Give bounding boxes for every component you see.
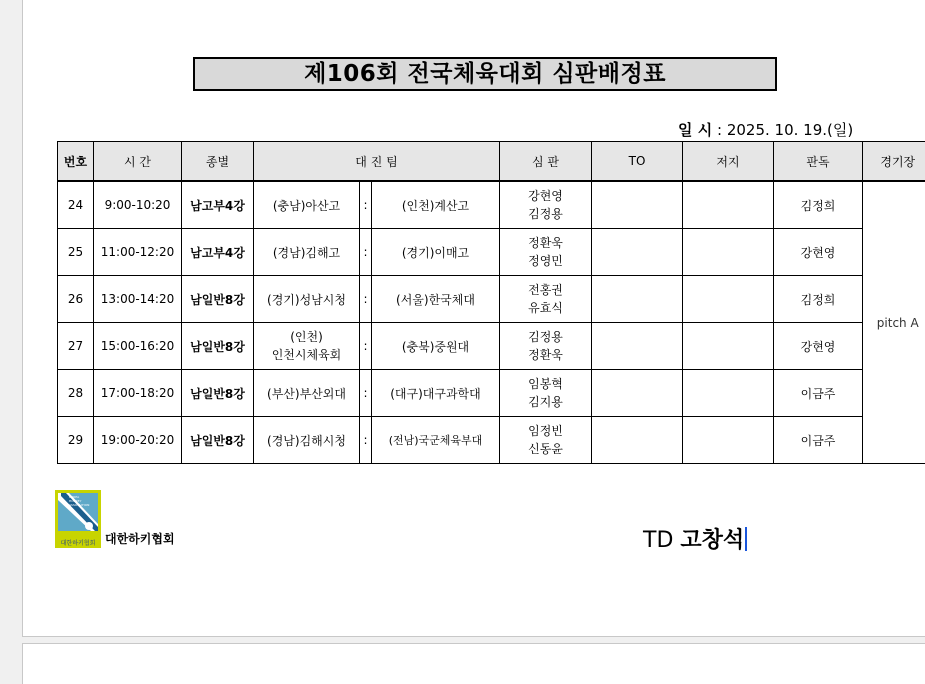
cell-to	[592, 276, 683, 323]
cell-referees	[500, 417, 592, 464]
date-label: 일 시	[678, 121, 712, 139]
cell-review: 이금주	[774, 370, 863, 417]
cell-judge	[683, 323, 774, 370]
cell-away-team: (서울)한국체대	[372, 276, 500, 323]
document-page	[22, 0, 925, 637]
text-cursor	[745, 527, 747, 551]
header-review: 판독	[774, 142, 863, 182]
cell-referees	[500, 323, 592, 370]
cell-away-team: (충북)중원대	[372, 323, 500, 370]
cell-review: 김정희	[774, 181, 863, 229]
cell-judge	[683, 370, 774, 417]
cell-colon: :	[360, 323, 372, 370]
header-category: 종별	[182, 142, 254, 182]
cell-time: 19:00-20:20	[94, 417, 182, 464]
referee-2: 신동윤	[500, 440, 591, 458]
hockey-association-logo	[55, 490, 101, 548]
document-title: 제106회 전국체육대회 심판배정표	[193, 57, 777, 91]
cell-category: 남일반8강	[182, 417, 254, 464]
cell-category: 남고부4강	[182, 181, 254, 229]
cell-to	[592, 181, 683, 229]
schedule-table	[57, 141, 925, 464]
table-row	[58, 276, 925, 323]
cell-home-team	[254, 323, 360, 370]
cell-number: 28	[58, 370, 94, 417]
home-team-line-2: 인천시체육회	[254, 346, 359, 364]
cell-to	[592, 323, 683, 370]
cell-time: 13:00-14:20	[94, 276, 182, 323]
cell-time: 15:00-16:20	[94, 323, 182, 370]
header-judge: 저지	[683, 142, 774, 182]
cell-number: 24	[58, 181, 94, 229]
cell-home-team: (경기)성남시청	[254, 276, 360, 323]
table-row	[58, 181, 925, 229]
cell-referees	[500, 229, 592, 276]
cell-category: 남고부4강	[182, 229, 254, 276]
logo-caption: 대한하키협회	[61, 539, 96, 547]
table-row	[58, 323, 925, 370]
referee-1: 정환욱	[500, 234, 591, 252]
td-signature-line	[643, 523, 747, 554]
header-to: TO	[592, 142, 683, 182]
table-row	[58, 229, 925, 276]
cell-to	[592, 229, 683, 276]
cell-away-team: (대구)대구과학대	[372, 370, 500, 417]
cell-away-team: (전남)국군체육부대	[372, 417, 500, 464]
cell-category: 남일반8강	[182, 323, 254, 370]
referee-1: 강현영	[500, 187, 591, 205]
cell-judge	[683, 181, 774, 229]
cell-colon: :	[360, 181, 372, 229]
cell-category: 남일반8강	[182, 276, 254, 323]
cell-away-team: (경기)이매고	[372, 229, 500, 276]
cell-number: 25	[58, 229, 94, 276]
cell-referees	[500, 276, 592, 323]
cell-away-team: (인천)계산고	[372, 181, 500, 229]
cell-to	[592, 417, 683, 464]
organization-name: 대한하키협회	[105, 530, 175, 547]
table-row	[58, 417, 925, 464]
cell-home-team: (부산)부산외대	[254, 370, 360, 417]
next-page	[22, 643, 925, 684]
referee-2: 김정용	[500, 205, 591, 223]
cell-judge	[683, 276, 774, 323]
referee-1: 전홍권	[500, 281, 591, 299]
cell-time: 17:00-18:20	[94, 370, 182, 417]
referee-2: 정환욱	[500, 346, 591, 364]
cell-judge	[683, 229, 774, 276]
table-header-row	[58, 142, 925, 182]
header-venue: 경기장	[863, 142, 925, 182]
header-teams: 대 진 팀	[254, 142, 500, 182]
cell-number: 26	[58, 276, 94, 323]
date-line	[678, 119, 853, 140]
cell-number: 29	[58, 417, 94, 464]
cell-referees	[500, 370, 592, 417]
cell-review: 강현영	[774, 229, 863, 276]
cell-time: 9:00-10:20	[94, 181, 182, 229]
table-row	[58, 370, 925, 417]
referee-1: 임정빈	[500, 422, 591, 440]
date-value: 2025. 10. 19.(일)	[727, 121, 853, 139]
td-prefix: TD	[643, 528, 673, 553]
cell-review: 김정희	[774, 276, 863, 323]
cell-referees	[500, 181, 592, 229]
cell-review: 이금주	[774, 417, 863, 464]
td-name: 고창석	[680, 528, 744, 553]
referee-2: 김지용	[500, 393, 591, 411]
cell-colon: :	[360, 229, 372, 276]
header-time: 시 간	[94, 142, 182, 182]
cell-judge	[683, 417, 774, 464]
header-number: 번호	[58, 142, 94, 182]
cell-colon: :	[360, 417, 372, 464]
cell-home-team: (충남)아산고	[254, 181, 360, 229]
logo-fine-3: ASSOCIATION	[69, 503, 89, 507]
cell-home-team: (경남)김해시청	[254, 417, 360, 464]
cell-colon: :	[360, 370, 372, 417]
referee-1: 임봉혁	[500, 375, 591, 393]
cell-venue: pitch A	[863, 181, 925, 464]
cell-home-team: (경남)김해고	[254, 229, 360, 276]
cell-time: 11:00-12:20	[94, 229, 182, 276]
cell-to	[592, 370, 683, 417]
cell-review: 강현영	[774, 323, 863, 370]
home-team-line-1: (인천)	[254, 328, 359, 346]
logo-fine-2: HOCKEY	[69, 499, 82, 503]
referee-2: 정영민	[500, 252, 591, 270]
referee-1: 김정용	[500, 328, 591, 346]
referee-2: 유효식	[500, 299, 591, 317]
date-sep: :	[717, 121, 722, 139]
header-referee: 심 판	[500, 142, 592, 182]
cell-number: 27	[58, 323, 94, 370]
logo-fine-1: KOREA	[69, 495, 80, 499]
cell-colon: :	[360, 276, 372, 323]
cell-category: 남일반8강	[182, 370, 254, 417]
